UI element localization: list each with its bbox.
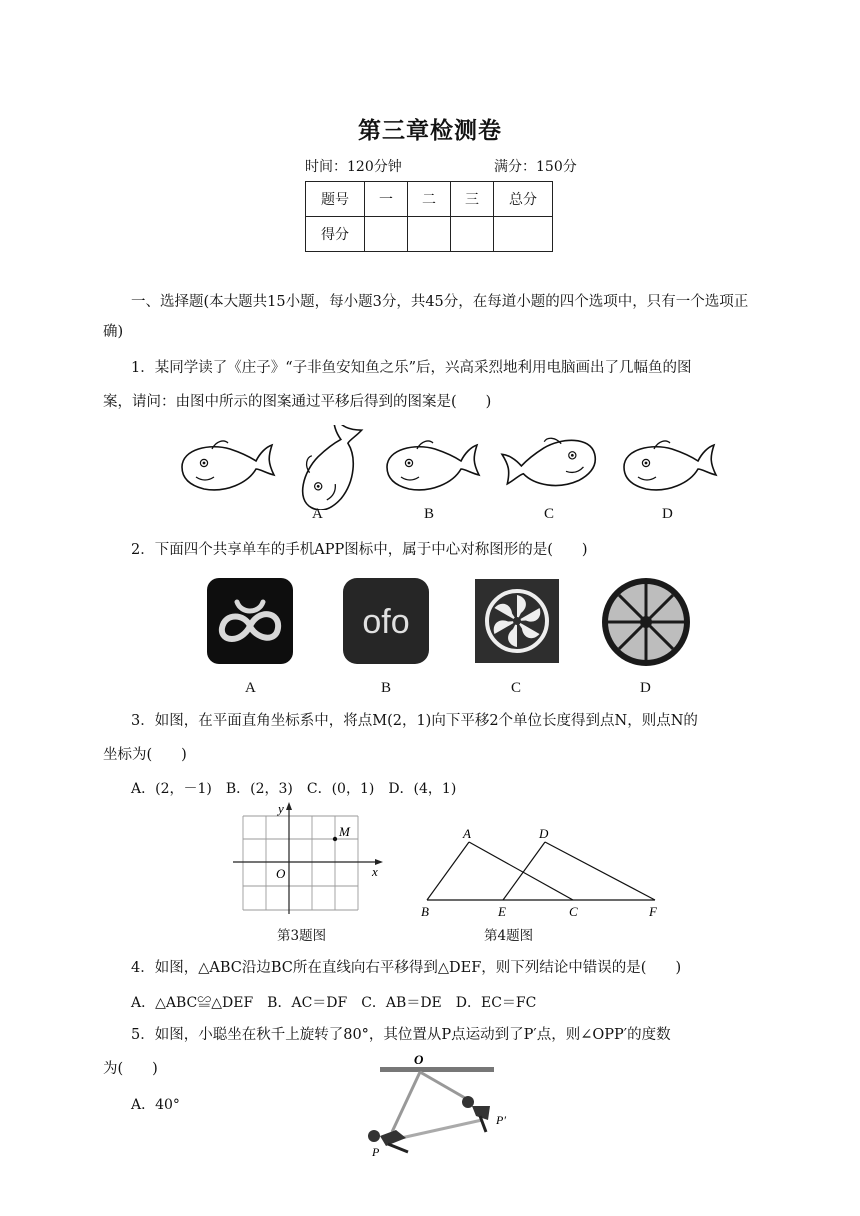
fish-label-c: C (544, 506, 555, 522)
question-3-line1: 3．如图，在平面直角坐标系中，将点M(2，1)向下平移2个单位长度得到点N，则点N的 (131, 713, 698, 729)
table-cell: 一 (365, 182, 408, 217)
table-cell (408, 217, 451, 252)
question-5-option-a: A．40° (131, 1097, 180, 1113)
figure-3-caption: 第3题图 (277, 928, 327, 944)
vertex-a-label: A (463, 826, 471, 841)
table-cell (451, 217, 494, 252)
app-label-d: D (640, 680, 651, 696)
question-4-options: A．△ABC≌△DEF B．AC＝DF C．AB＝DE D．EC＝FC (131, 995, 537, 1011)
fish-figures (170, 425, 730, 510)
table-cell: 三 (451, 182, 494, 217)
vertex-e-label: E (498, 904, 506, 919)
section-heading: 一、选择题(本大题共15小题，每小题3分，共45分，在每道小题的四个选项中，只有一个选项正确) (103, 294, 749, 340)
question-3-line2: 坐标为( ) (103, 747, 187, 763)
table-row (306, 182, 553, 217)
fish-option-b-icon (387, 441, 479, 490)
ofo-app-icon (341, 576, 431, 666)
question-1-line2: 案，请问：由图中所示的图案通过平移后得到的图案是( ) (103, 394, 492, 410)
app-label-c: C (511, 680, 522, 696)
vertex-d-label: D (539, 826, 549, 841)
fish-original-icon (182, 441, 274, 490)
x-axis-label: x (372, 864, 378, 879)
question-3-options: A．(2，－1) B．(2，3) C．(0，1) D．(4，1) (131, 781, 457, 797)
child-on-swing-p-prime-icon (462, 1096, 490, 1132)
table-cell (494, 217, 553, 252)
vertex-f-label: F (649, 904, 657, 919)
mobike-app-icon (205, 576, 295, 666)
table-cell (365, 217, 408, 252)
swing-figure (352, 1050, 522, 1160)
table-cell: 得分 (306, 217, 365, 252)
fish-label-d: D (662, 506, 673, 522)
pivot-o-label: O (414, 1052, 424, 1067)
orange-app-icon (600, 576, 692, 668)
vertex-c-label: C (569, 904, 578, 919)
y-axis-label: y (278, 801, 284, 816)
score-table (305, 181, 553, 252)
fish-option-c-icon (499, 429, 600, 499)
point-p-label: P (372, 1145, 380, 1159)
fish-option-d-icon (624, 441, 716, 490)
fish-label-a: A (312, 506, 323, 522)
point-m-label: M (339, 824, 350, 839)
question-4: 4．如图，△ABC沿边BC所在直线向右平移得到△DEF，则下列结论中错误的是( ) (131, 960, 682, 976)
table-row (306, 217, 553, 252)
origin-label: O (276, 866, 286, 881)
app-label-b: B (381, 680, 392, 696)
triangle-translation-figure (415, 822, 670, 920)
table-cell: 总分 (494, 182, 553, 217)
question-5-line1: 5．如图，小聪坐在秋千上旋转了80°，其位置从P点运动到了P′点，则∠OPP′的度数 (131, 1027, 671, 1043)
table-cell: 二 (408, 182, 451, 217)
table-cell: 题号 (306, 182, 365, 217)
pinwheel-app-icon (475, 579, 561, 665)
question-2: 2．下面四个共享单车的手机APP图标中，属于中心对称图形的是( ) (131, 542, 588, 558)
point-m (333, 837, 337, 841)
page-title: 第三章检测卷 (358, 117, 502, 144)
question-1-line1: 1．某同学读了《庄子》“子非鱼安知鱼之乐”后，兴高采烈地利用电脑画出了几幅鱼的图 (131, 360, 692, 376)
vertex-b-label: B (421, 904, 429, 919)
point-p-prime-label: P′ (496, 1113, 506, 1127)
time-label: 时间：120分钟 (305, 159, 402, 175)
figure-4-caption: 第4题图 (484, 928, 534, 944)
ofo-icon-text: ofo (362, 603, 410, 641)
app-label-a: A (245, 680, 256, 696)
full-score-label: 满分：150分 (494, 159, 577, 175)
question-5-line2: 为( ) (103, 1061, 158, 1077)
fish-label-b: B (424, 506, 435, 522)
coordinate-grid-figure (225, 800, 395, 916)
fish-option-a-icon (288, 425, 374, 510)
